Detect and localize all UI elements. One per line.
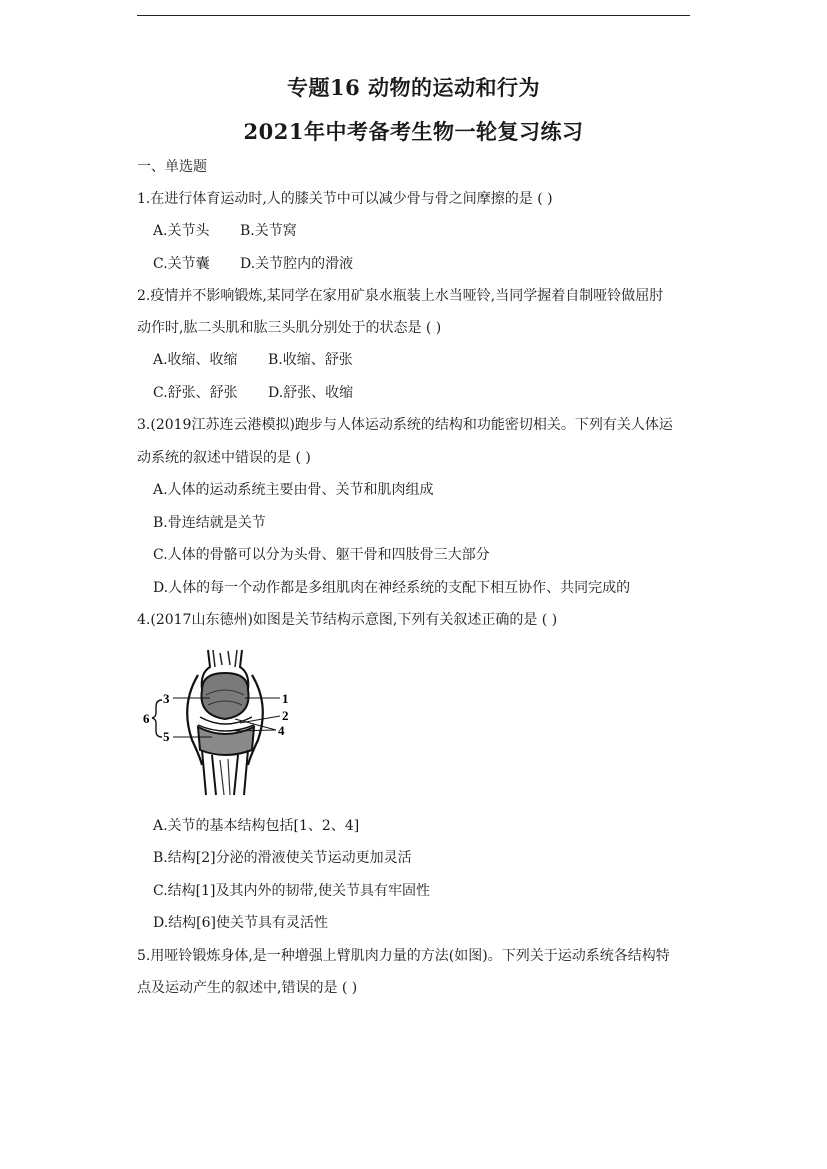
figure-label-2: 2 xyxy=(282,708,289,723)
question-3-text-line-2: 动系统的叙述中错误的是 ( ) xyxy=(137,450,311,466)
joint-head xyxy=(201,673,248,719)
q1-option-d: D.关节腔内的滑液 xyxy=(240,256,354,272)
q3-option-a: A.人体的运动系统主要由骨、关节和肌肉组成 xyxy=(153,482,434,498)
q1-option-b: B.关节窝 xyxy=(240,223,297,239)
question-2-text-line-2: 动作时,肱二头肌和肱三头肌分别处于的状态是 ( ) xyxy=(137,320,442,336)
q3-option-d: D.人体的每一个动作都是多组肌肉在神经系统的支配下相互协作、共同完成的 xyxy=(153,580,631,596)
q2-option-b: B.收缩、舒张 xyxy=(268,352,353,368)
q2-option-d: D.舒张、收缩 xyxy=(268,385,354,401)
page-subtitle: 2021年中考备考生物一轮复习练习 xyxy=(243,119,584,144)
figure-label-1: 1 xyxy=(282,691,289,706)
lower-bone-texture xyxy=(220,759,230,795)
q1-option-a: A.关节头 xyxy=(153,223,210,239)
header-rule xyxy=(137,15,690,16)
q4-option-a: A.关节的基本结构包括[1、2、4] xyxy=(153,818,360,834)
question-1-text: 1.在进行体育运动时,人的膝关节中可以减少骨与骨之间摩擦的是 ( ) xyxy=(137,191,553,207)
figure-label-5: 5 xyxy=(163,729,170,744)
joint-diagram xyxy=(140,645,305,800)
q3-option-b: B.骨连结就是关节 xyxy=(153,515,266,531)
q4-option-b: B.结构[2]分泌的滑液使关节运动更加灵活 xyxy=(153,850,412,866)
leader-line-4b xyxy=(235,730,276,731)
question-5-text-line-1: 5.用哑铃锻炼身体,是一种增强上臂肌肉力量的方法(如图)。下列关于运动系统各结构特 xyxy=(137,948,670,964)
figure-label-6: 6 xyxy=(143,711,150,726)
q2-option-a: A.收缩、收缩 xyxy=(153,352,238,368)
q2-option-c: C.舒张、舒张 xyxy=(153,385,238,401)
brace-6 xyxy=(152,700,162,737)
section-heading: 一、单选题 xyxy=(137,159,207,175)
q4-option-c: C.结构[1]及其内外的韧带,使关节具有牢固性 xyxy=(153,883,430,899)
question-5-text-line-2: 点及运动产生的叙述中,错误的是 ( ) xyxy=(137,980,358,996)
lower-bone-outline xyxy=(202,750,248,795)
question-3-text-line-1: 3.(2019江苏连云港模拟)跑步与人体运动系统的结构和功能密切相关。下列有关人体运 xyxy=(137,417,673,433)
figure-label-3: 3 xyxy=(163,691,170,706)
page-title: 专题16 动物的运动和行为 xyxy=(286,75,541,100)
figure-label-4: 4 xyxy=(278,723,285,738)
question-2-text-line-1: 2.疫情并不影响锻炼,某同学在家用矿泉水瓶装上水当哑铃,当同学握着自制哑铃做屈肘 xyxy=(137,288,664,304)
upper-bone-texture xyxy=(213,650,237,667)
q4-option-d: D.结构[6]使关节具有灵活性 xyxy=(153,915,329,931)
question-4-text: 4.(2017山东德州)如图是关节结构示意图,下列有关叙述正确的是 ( ) xyxy=(137,612,558,628)
joint-structure-figure xyxy=(140,645,305,800)
q3-option-c: C.人体的骨骼可以分为头骨、躯干骨和四肢骨三大部分 xyxy=(153,547,490,563)
q1-option-c: C.关节囊 xyxy=(153,256,210,272)
